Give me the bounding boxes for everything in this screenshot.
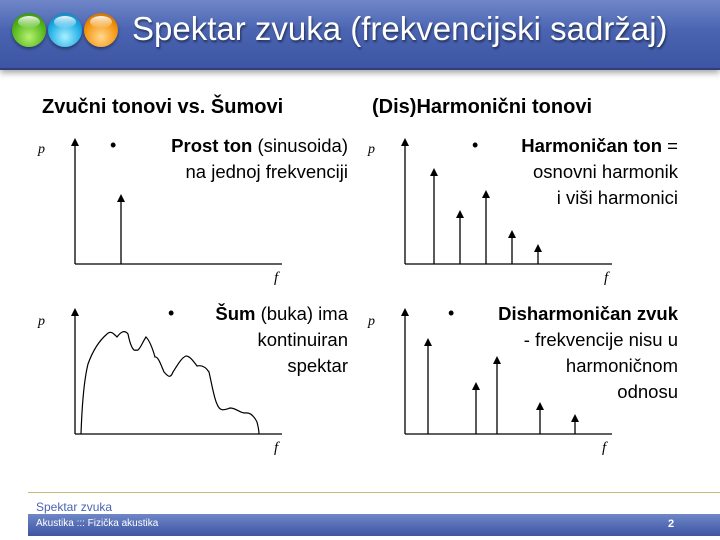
slide-title: Spektar zvuka (frekvencijski sadržaj) [132, 10, 668, 47]
footer-course: Akustika ::: Fizička akustika [36, 518, 159, 529]
harmonic-tone-bold: Harmoničan ton [521, 135, 663, 156]
x-axis-label: f [604, 270, 609, 286]
y-axis-label: p [38, 142, 45, 157]
x-axis-label: f [274, 270, 279, 286]
page-number: 2 [668, 518, 675, 530]
disharmonic-line2: - frekvencije nisu u [523, 329, 678, 350]
y-axis-label: p [368, 142, 375, 157]
noise-rest: (buka) ima [255, 303, 348, 324]
noise-line2: kontinuiran [257, 329, 348, 350]
noise-line3: spektar [287, 355, 348, 376]
harmonic-tone-line3: i viši harmonici [556, 187, 678, 208]
x-axis-label: f [602, 440, 607, 456]
pure-tone-rest: (sinusoida) [252, 135, 348, 156]
y-axis-label: p [368, 314, 375, 329]
disharmonic-line3: harmoničnom [565, 355, 678, 376]
bullet-icon: • [168, 303, 175, 323]
footer-caption: Spektar zvuka [36, 500, 113, 514]
noise-spectrum [37, 312, 282, 456]
harmonic-tone-rest: = [662, 135, 678, 156]
footer-divider [28, 492, 720, 493]
left-heading: Zvučni tonovi vs. Šumovi [42, 96, 284, 118]
harmonic-tone-spectrum [367, 142, 612, 286]
bullet-icon: • [448, 303, 455, 323]
bullet-icon: • [472, 135, 479, 155]
pure-tone-bold: Prost ton [171, 135, 253, 156]
right-heading: (Dis)Harmonični tonovi [372, 96, 593, 118]
disharmonic-spectrum [367, 312, 612, 456]
disharmonic-bold: Disharmoničan zvuk [498, 303, 678, 324]
pure-tone-spectrum [37, 142, 282, 286]
pure-tone-line2: na jednoj frekvenciji [185, 161, 348, 182]
noise-bold: Šum [215, 303, 256, 324]
disharmonic-line4: odnosu [617, 381, 678, 402]
bullet-icon: • [110, 135, 117, 155]
x-axis-label: f [274, 440, 279, 456]
noise-curve [81, 332, 259, 434]
harmonic-tone-line2: osnovni harmonik [533, 161, 678, 182]
y-axis-label: p [38, 314, 45, 329]
